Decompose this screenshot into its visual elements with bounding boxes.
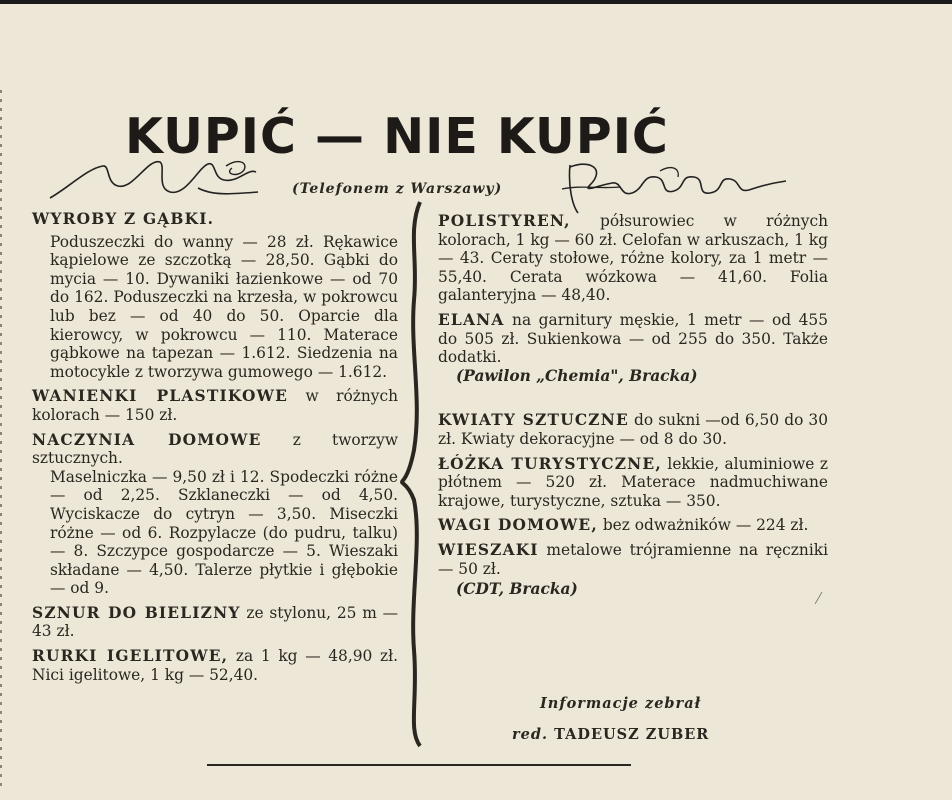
- right-column: [438, 212, 828, 599]
- section-heading: NACZYNIA DOMOWE: [32, 430, 262, 449]
- credit-prefix: red.: [512, 726, 549, 743]
- section-text: metalowe trójramienne na ręczniki — 50 zł.: [438, 540, 828, 578]
- section-text: na garnitury męskie, 1 metr — od 455 do 505 zł. Sukienkowa — od 255 do 350. Także dodatki.: [438, 310, 828, 367]
- section-wagi: [438, 516, 828, 535]
- section-text: półsurowiec w różnych kolorach, 1 kg — 60 zł. Celofan w arkuszach, 1 kg — 43. Ceraty stołowe, różne kolory, za 1 metr — 55,40. Cerata wózkowa — 41,60. Folia galanteryjna — 48,40.: [438, 212, 828, 305]
- top-border-line: [0, 0, 952, 4]
- section-text: w różnych kolorach — 150 zł.: [32, 387, 398, 424]
- section-heading: ŁÓŻKA TURYSTYCZNE,: [438, 454, 662, 473]
- section-text: Maselniczka — 9,50 zł i 12. Spodeczki różne — od 2,25. Szklaneczki — od 4,50. Wyciskacze do cytryn — 3,50. Miseczki różne — od 6. Rozpylacze (do pudru, talku) — 8. Szczypce gospodarcze — 5. Wieszaki składane — 4,50. Talerze płytkie i głębokie — od 9.: [50, 467, 398, 598]
- left-column: [32, 210, 398, 684]
- author-credit: [512, 726, 709, 743]
- section-heading: WAGI DOMOWE,: [438, 516, 598, 535]
- section-heading: KWIATY SZTUCZNE: [438, 411, 629, 430]
- article-subtitle: (Telefonem z Warszawy): [292, 181, 503, 197]
- section-text: ze stylonu, 25 m — 43 zł.: [32, 603, 399, 641]
- handwritten-signature-left: [48, 148, 263, 208]
- section-kwiaty: [438, 411, 828, 448]
- section-heading: WANIENKI PLASTIKOWE: [32, 387, 289, 406]
- author-name: TADEUSZ ZUBER: [554, 726, 710, 743]
- section-sznur: [32, 604, 398, 641]
- left-edge-dots: [0, 90, 2, 790]
- section-heading: POLISTYREN,: [438, 212, 571, 230]
- section-heading: WIESZAKI: [438, 540, 539, 559]
- section-heading: ELANA: [438, 310, 505, 329]
- column-divider-brace: [400, 200, 436, 748]
- section-gabka: [32, 210, 398, 229]
- section-text: za 1 kg — 48,90 zł. Nici igelitowe, 1 kg — 52,40.: [32, 647, 398, 684]
- section-text: bez odważników — 224 zł.: [597, 516, 809, 535]
- handwritten-signature-right: [560, 155, 790, 217]
- section-heading: SZNUR DO BIELIZNY: [32, 603, 241, 622]
- section-elana: [438, 311, 828, 367]
- section-text: Poduszeczki do wanny — 28 zł. Rękawice kąpielowe ze szczotką — 28,50. Gąbki do mycia — 10. Dywaniki łazienkowe — od 70 do 162. Poduszeczki na krzesła, w pokrowcu lub bez — od 40 do 50. Oparcie dla kierowcy, w pokrowcu — 110. Materace gąbkowe na tapezan — 1.612. Siedzenia na motocykle z tworzywa gumowego — 1.612.: [50, 232, 398, 381]
- source-note: (CDT, Bracka): [456, 580, 578, 599]
- section-polistyren: [438, 212, 828, 305]
- source-note: (Pawilon „Chemia", Bracka): [456, 366, 698, 385]
- section-naczynia: [32, 431, 398, 468]
- section-text: z tworzyw sztucznych.: [32, 430, 398, 468]
- section-wanienki: [32, 387, 398, 424]
- section-rurki: [32, 647, 398, 684]
- credit-line: Informacje zebrał: [540, 695, 702, 712]
- section-text: lekkie, aluminiowe z płótnem — 520 zł. Materace nadmuchiwane krajowe, turystyczne, sztuka — 350.: [438, 454, 828, 510]
- section-text: do sukni —od 6,50 do 30 zł. Kwiaty dekoracyjne — od 8 do 30.: [438, 411, 829, 448]
- article-title: KUPIĆ — NIE KUPIĆ: [125, 108, 669, 165]
- section-heading: RURKI IGELITOWE,: [32, 647, 229, 666]
- section-lozka: [438, 455, 828, 511]
- bottom-rule: [207, 764, 631, 766]
- section-heading: WYROBY Z GĄBKI.: [32, 210, 215, 228]
- section-wieszaki: [438, 541, 828, 578]
